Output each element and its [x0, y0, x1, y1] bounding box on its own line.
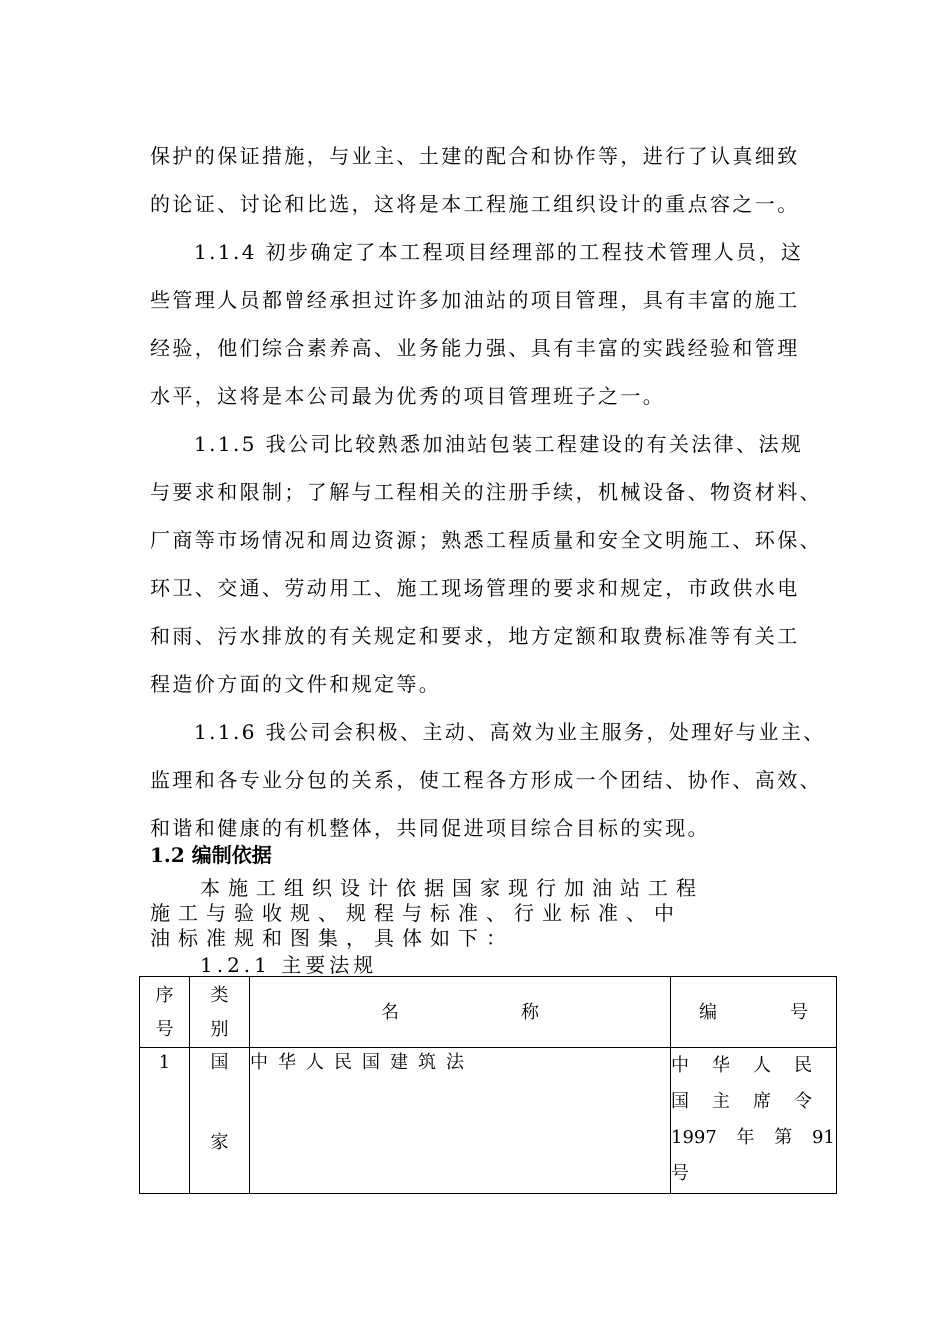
- text-line: 保护的保证措施，与业主、土建的配合和协作等，进行了认真细致: [150, 144, 800, 168]
- text-line: 1.1.6 我公司会积极、主动、高效为业主服务，处理好与业主、: [194, 720, 826, 744]
- text-line: 和雨、污水排放的有关规定和要求，地方定额和取费标准等有关工: [150, 624, 800, 648]
- text-line: 程造价方面的文件和规定等。: [150, 672, 442, 696]
- text-line: 监理和各专业分包的关系，使工程各方形成一个团结、协作、高效、: [150, 768, 822, 792]
- text-line: 些管理人员都曾经承担过许多加油站的项目管理，具有丰富的施工: [150, 288, 800, 312]
- subheading-1-2-1: 1.2.1 主要法规: [200, 953, 378, 977]
- table-header-row: [140, 977, 837, 1048]
- code-line: 1997 年 第 91: [671, 1127, 835, 1148]
- header-text: 号: [790, 1002, 808, 1023]
- header-text: 名: [381, 1002, 399, 1023]
- text-line: 厂商等市场情况和周边资源；熟悉工程质量和安全文明施工、环保、: [150, 528, 822, 552]
- header-code: [671, 977, 837, 1048]
- cell-law-name: 中华人民国建筑法: [250, 1048, 671, 1194]
- regulations-table: [139, 976, 837, 1194]
- header-text: 编: [699, 1002, 717, 1023]
- header-text: 序: [155, 985, 174, 1006]
- header-text: 号: [155, 1019, 174, 1040]
- category-char: 国: [210, 1052, 229, 1073]
- table-row: [140, 1048, 837, 1194]
- paragraph-continuation: [150, 132, 830, 228]
- header-text: 别: [210, 1019, 229, 1040]
- header-text: 类: [210, 985, 229, 1006]
- text-line: 环卫、交通、劳动用工、施工现场管理的要求和规定，市政供水电: [150, 576, 800, 600]
- text-line: 1.1.4 初步确定了本工程项目经理部的工程技术管理人员，这: [194, 240, 804, 264]
- category-char: 家: [210, 1132, 229, 1153]
- section-heading-1-2: 1.2 编制依据: [150, 843, 272, 867]
- cell-serial-number: 1: [140, 1048, 190, 1194]
- cell-category: [190, 1048, 250, 1194]
- code-line: 中华人民: [671, 1055, 835, 1076]
- code-line: 号: [671, 1163, 689, 1184]
- header-name: [250, 977, 671, 1048]
- text-line: 油标准规和图集，具体如下：: [150, 926, 514, 950]
- code-line: 国主席令: [671, 1091, 835, 1112]
- text-line: 施工与验收规、规程与标准、行业标准、中: [150, 901, 682, 925]
- text-line: 的论证、讨论和比选，这将是本工程施工组织设计的重点容之一。: [150, 192, 800, 216]
- intro-paragraph: [150, 876, 790, 951]
- header-serial-number: [140, 977, 190, 1048]
- text-line: 1.1.5 我公司比较熟悉加油站包装工程建设的有关法律、法规: [194, 432, 804, 456]
- header-text: 称: [521, 1002, 539, 1023]
- text-line: 水平，这将是本公司最为优秀的项目管理班子之一。: [150, 384, 666, 408]
- text-line: 与要求和限制；了解与工程相关的注册手续，机械设备、物资材料、: [150, 480, 822, 504]
- paragraph-1-1-4: [150, 228, 830, 420]
- cell-law-code: [671, 1048, 837, 1194]
- paragraph-1-1-6: [150, 708, 830, 852]
- text-line: 经验，他们综合素养高、业务能力强、具有丰富的实践经验和管理: [150, 336, 800, 360]
- text-line: 和谐和健康的有机整体，共同促进项目综合目标的实现。: [150, 816, 710, 840]
- paragraph-1-1-5: [150, 420, 830, 708]
- header-category: [190, 977, 250, 1048]
- text-line: 本施工组织设计依据国家现行加油站工程: [200, 876, 704, 900]
